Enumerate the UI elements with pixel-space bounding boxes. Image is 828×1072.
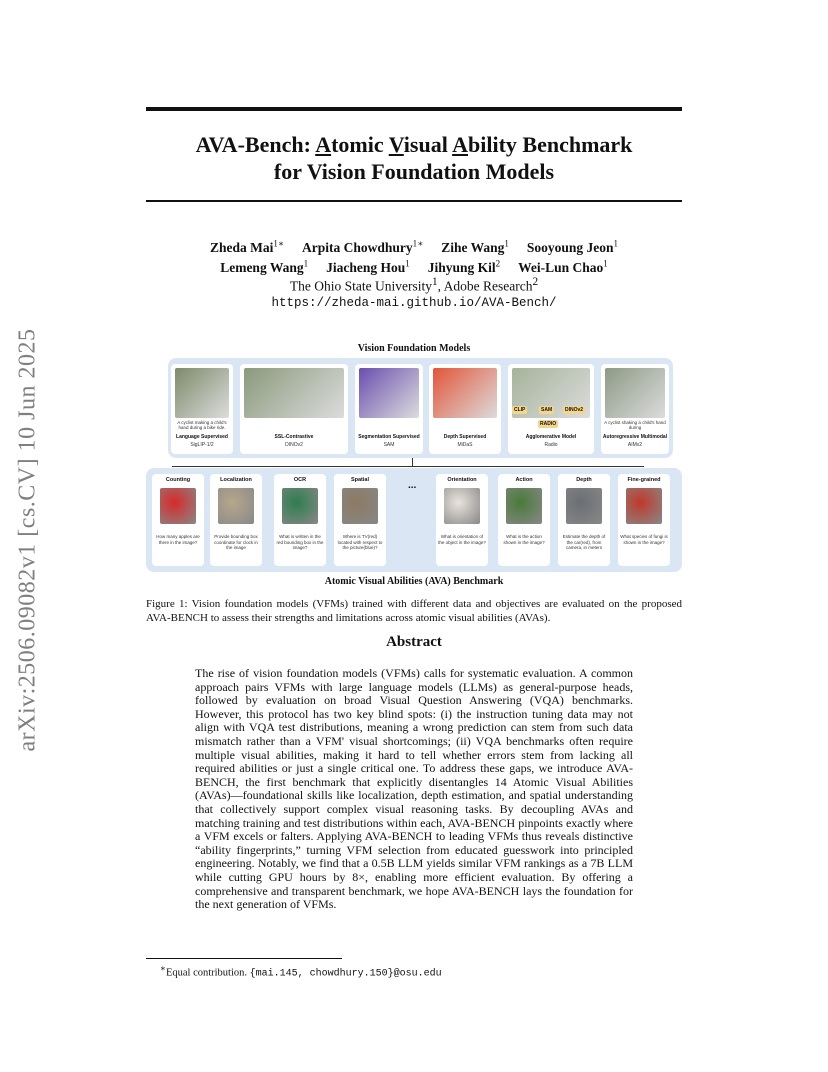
vfm-label: Depth Supervised — [443, 434, 487, 440]
footnote-rule — [146, 958, 342, 959]
figure-caption: Figure 1: Vision foundation models (VFMs) trained with different data and objectives are evaluated on the proposed AVA-BENCH to assess their strengths and limitations across atomic visual abilities (AVAs). — [146, 598, 682, 624]
top-rule — [146, 107, 682, 111]
affiliation-adobe: , Adobe Research — [437, 278, 533, 294]
ability-question: Provide bounding box coordinate for clock in the image — [214, 534, 258, 550]
ability-card — [498, 474, 550, 566]
paper-title — [146, 131, 682, 185]
vfm-caption: A cyclist making a child's hand during a bike ride. — [177, 420, 227, 430]
ability-question: What species of fungi is shown in the image? — [620, 534, 668, 545]
ability-question: How many apples are there in the image? — [156, 534, 200, 545]
ability-name: Counting — [165, 477, 191, 483]
author-name: Lemeng Wang — [220, 259, 304, 275]
ability-image — [506, 488, 542, 524]
author-affiliation-sup: 1 — [303, 258, 309, 268]
ability-image — [282, 488, 318, 524]
vfm-card — [508, 364, 594, 454]
author — [326, 260, 410, 275]
vfm-label: Segmentation Supervised — [358, 434, 420, 440]
ability-image — [444, 488, 480, 524]
vfm-image — [605, 368, 665, 418]
author-affiliation-sup: 1 — [405, 258, 410, 268]
ability-name: Action — [515, 477, 533, 483]
title-word-ability: bility Benchmark — [468, 132, 633, 157]
title-bottom-rule — [146, 200, 682, 202]
vfm-label: Language Supervised — [176, 434, 228, 440]
author-affiliation-sup: 1 — [504, 238, 509, 248]
figure-top-title: Vision Foundation Models — [357, 343, 471, 354]
title-letter-a2: A — [452, 132, 468, 157]
ability-card — [618, 474, 670, 566]
ability-card — [558, 474, 610, 566]
figure-bottom-title: Atomic Visual Abilities (AVA) Benchmark — [324, 576, 504, 587]
title-letter-v: V — [388, 132, 404, 157]
radio-tag: CLIP — [514, 407, 526, 413]
ability-name: Fine-grained — [627, 477, 661, 483]
vfm-card — [355, 364, 423, 454]
vfm-label: Autoregressive Multimodal — [602, 434, 668, 440]
vfm-model: SAM — [383, 442, 395, 448]
ability-question: What is the action shown in the image? — [503, 534, 545, 545]
title-word-atomic: tomic — [331, 132, 389, 157]
author — [302, 240, 423, 255]
radio-tag: DINOv2 — [565, 407, 584, 413]
author — [428, 260, 500, 275]
ability-card — [436, 474, 488, 566]
ability-question: Where is TV(red) located with respect to the picture(blue)? — [337, 534, 383, 550]
ability-image — [566, 488, 602, 524]
authors-row-1 — [146, 238, 682, 256]
author — [518, 260, 608, 275]
ability-name: Orientation — [447, 477, 477, 483]
title-line-1 — [146, 131, 682, 158]
radio-tag: RADIO — [540, 421, 557, 427]
footnote-emails: {mai.145, chowdhury.150}@osu.edu — [249, 968, 442, 980]
author-affiliation-sup: 1∗ — [273, 238, 284, 248]
abstract-body: The rise of vision foundation models (VFMs) calls for systematic evaluation. A common approach pairs VFMs with large language models (LLMs) as general-purpose heads, followed by evaluation on broad Visual Question Answering (VQA) benchmarks. However, this protocol has two key blind spots: (i) the instruction tuning data may not align with VQA test distributions, meaning a wrong prediction can stem from such data mismatch rather than a VFM' visual shortcomings; (ii) VQA benchmarks often require multiple visual abilities, making it hard to tell whether errors stem from lacking all required abilities or just a single critical one. To address these gaps, we introduce AVA-BENCH, the first benchmark that explicitly disentangles 14 Atomic Visual Abilities (AVAs)—foundational skills like localization, depth estimation, and spatial understanding that collectively support complex visual reasoning tasks. By decoupling AVAs and matching training and test distributions within each, AVA-BENCH pinpoints exactly where a VFM excels or falters. Applying AVA-BENCH to leading VFMs thus reveals distinctive “ability fingerprints,” turning VFM selection from educated guesswork into principled engineering. Notably, we find that a 0.5B LLM yields similar VFM rankings as a 7B LLM while cutting GPU hours by 8×, enabling more efficient evaluation. By offering a comprehensive and transparent benchmark, we hope AVA-BENCH lays the foundation for the next generation of VFMs. — [195, 666, 633, 912]
footnote — [160, 963, 680, 980]
vfm-card — [429, 364, 501, 454]
abstract-heading: Abstract — [386, 634, 442, 650]
author-name: Jiacheng Hou — [326, 259, 406, 275]
title-prefix: AVA-Bench: — [195, 132, 316, 157]
ability-image — [218, 488, 254, 524]
title-letter-a: A — [315, 132, 332, 157]
author-affiliation-sup: 2 — [495, 258, 501, 268]
author-name: Wei-Lun Chao — [518, 259, 604, 275]
ability-card — [334, 474, 386, 566]
project-url[interactable]: https://zheda-mai.github.io/AVA-Bench/ — [271, 296, 557, 310]
vfm-card — [240, 364, 348, 454]
vfm-model: SigLIP-1/2 — [190, 442, 214, 448]
author — [210, 240, 284, 255]
ability-image — [160, 488, 196, 524]
author — [527, 240, 618, 255]
ability-card — [210, 474, 262, 566]
vfm-label: SSL-Contrastive — [274, 434, 314, 440]
vfm-panel — [168, 358, 673, 458]
vfm-card — [601, 364, 669, 454]
vfm-model: DINOv2 — [285, 442, 303, 448]
footnote-text: Equal contribution. — [165, 967, 250, 979]
ability-name: Localization — [220, 477, 252, 483]
vfm-image — [433, 368, 497, 418]
ability-card — [152, 474, 204, 566]
author — [220, 260, 308, 275]
vfm-image — [175, 368, 229, 418]
author — [441, 240, 509, 255]
author-affiliation-sup: 1 — [603, 258, 608, 268]
author-name: Arpita Chowdhury — [301, 239, 413, 255]
figure-1 — [146, 340, 682, 590]
vfm-model: MiDaS — [457, 442, 473, 448]
ability-name: OCR — [293, 477, 307, 483]
title-line-2: for Vision Foundation Models — [273, 159, 555, 184]
author-affiliation-sup: 1 — [613, 238, 619, 248]
footnote-marker: ∗ — [160, 963, 166, 973]
authors-row-2 — [146, 258, 682, 276]
vfm-image — [359, 368, 419, 418]
vfm-model: AIMv2 — [627, 442, 643, 448]
arxiv-side-stamp: arXiv:2506.09082v1 [cs.CV] 10 Jun 2025 — [14, 328, 41, 752]
vfm-card — [171, 364, 233, 454]
title-word-visual: isual — [403, 132, 453, 157]
ability-image — [342, 488, 378, 524]
affiliation — [146, 276, 682, 295]
vfm-caption: A cyclist shaking a child's hand during — [604, 420, 666, 430]
ability-question: What is written in the red bounding box in the image? — [276, 534, 324, 550]
connector-vertical — [412, 458, 413, 466]
ability-question: What is orientation of the object in the image? — [438, 534, 486, 545]
author-name: Sooyoung Jeon — [526, 239, 614, 255]
ability-ellipsis: ... — [408, 480, 417, 491]
author-name: Zihe Wang — [441, 239, 505, 255]
ability-card — [274, 474, 326, 566]
radio-tag: SAM — [541, 407, 553, 413]
author-name: Zheda Mai — [209, 239, 274, 255]
ability-question: Estimate the depth of the car(red), from camera, in meters — [562, 534, 606, 550]
ability-image — [626, 488, 662, 524]
ability-name: Spatial — [350, 477, 370, 483]
author-name: Jihyung Kil — [427, 259, 496, 275]
ability-name: Depth — [576, 477, 592, 483]
vfm-model: Radio — [544, 442, 558, 448]
connector-horizontal — [172, 466, 644, 467]
vfm-label: Agglomerative Model — [525, 434, 577, 440]
affiliation-osu: The Ohio State University — [289, 278, 432, 294]
vfm-image — [244, 368, 344, 418]
affiliation-sup-2: 2 — [532, 276, 539, 288]
affiliation-sup-1: 1 — [432, 276, 438, 288]
author-affiliation-sup: 1∗ — [412, 238, 424, 248]
